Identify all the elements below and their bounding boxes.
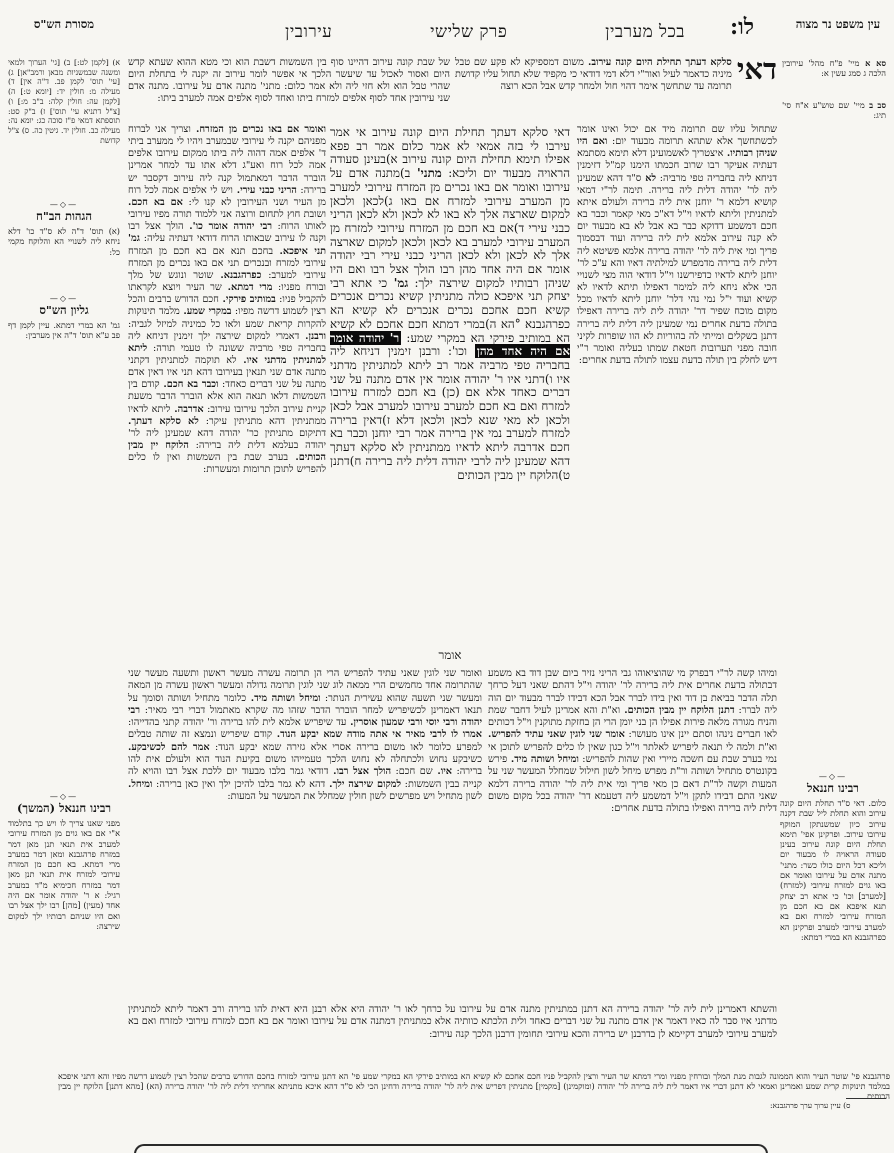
perek-number-title: פרק שלישי [430,22,508,42]
ein-mishpat-title: עין משפט נר מצוה [795,17,881,31]
bottom-page-frame [134,1144,768,1153]
perek-name-title: בכל מערבין [605,22,685,42]
bottom-span-block: והשתא דאמרינן לית ליה לר' יהודה ברירה הא דתנן במתניתין מתנה אדם על עירובו על כרחך לאו ר' יהודה היא אלא רבנן היא דאית להו ברירה ורב דאמר ליתא למתניתין מדתני איו סבר לה כאיו דאמר אין אדם מתנה על שני דברים כאחד ולית הלכתא כוותיה אלא כמתניתין דמתנה אדם על עירובו ואומר אם בא חכם למזרח עירובי למזרח ואם בא למערב עירובי למערב דקיימא לן בדרבנן יש ברירה והכא עירובי תחומין דרבנן הלכך קנה עירוב: [128,1004,777,1040]
gemara-catchword: אומר [438,648,462,662]
divider-ornament: —◇— [49,200,79,209]
rabbeinu-chananel-left-text: מפני שאנו צריך לו ויש כך בתלמוד א"י אם באו גוים מן המזרח עירובי למערב אית תנאי תנן מאן דמר במזרח פרהגבנא ומאן דמר במערב מרי דמתא. בא חכם מן המזרח עירובי למזרח אית תנאי תנן מאן דמר במזרח חכימיא מ"ד במערב רגיל: א ר' יהודה אומר אם היה אחד (מעין) [מהן] רבו ילך אצל רבו ואם היו שניהם רבותיו ילך למקום שירצה: [8,818,120,931]
daf-number: לו: [729,14,755,40]
rabbeinu-chananel-right-title: רבינו חננאל [807,781,859,795]
footnote-divider [846,1098,886,1099]
divider-ornament: —◇— [49,792,79,801]
gilyon-hashas-title: גליון הש"ס [39,303,89,317]
tosafot-column: שתחול עליו שם תרומה מיד אם יכול ואינו אומר לכשתחשך אלא שתהא תרומה מבעוד יום: ואם היו שניהן רבותיו. איצטריך לאשמועינן דלא תימא מסתמא דעתיה אעיקר רבו שרוב חכמתו הימנו קמ"ל דזימנין דניחא ליה בחבריה טפי מרביה: לא ס"ד דהא שמעינן ליה לר' יהודה דלית ליה ברירה. תימה לר"י דמאי קושיא דלמא ר' יוחנן אית ליה ברירה ולעולם איתא למתניתין וליתא לדאיו וי"ל דא"כ מאי קאמר וכבר בא חכם דמשמע דדוקא כבר בא אבל לא בא מבעוד יום לא קנה עירוב אלמא לית ליה ברירה ועוד דבסמוך פריך ומי אית ליה לר' יהודה ברירה אלמא פשיטא ליה דלית ליה ברירה מדמפרש למילתיה דאיו והא ע"כ לר' יוחנן ליתא לדאיו כדפירשנו וי"ל דודאי הוה מצי לשנויי הכי אלא ניחא ליה למימר דאפילו תיתא לדאיו לא קשיא ועוד י"ל נמי נהי דלר' יוחנן ליתא לדאיו מכל מקום מוכח שפיר דר' יהודה לית ליה ברירה דאפילו בתולה בדעת אחרים נמי שמעינן ליה דלית ליה ברירה דתנן בשקלים ומייתי לה בהוריות לא הוו שופרות לקיני חובה מפני תערובות חטאת שמתו בעליה ואומר ר"י דיש לחלק בין תולה בדעת עצמו לתולה בדעת אחרים: [577,124,777,366]
tosafot-top-strip: דאי סלקא דעתך תחילת היום קונה עירוב. משום דמספיקא לא פקע שם טבל מיניה כדאמר לעיל ואור"י דלא דמי דודאי כי מקפיד שלא תחול עליו קדושת תרומה עד שתחשך אימר דהוי חול ולמחר קדש אבל הכא רוצה [455,57,777,93]
page-title-row [285,22,685,42]
ein-mishpat-note-2: סב ב מיי' שם טוש"ע א"ח סי' תיג: [782,100,886,121]
rabbeinu-chananel-left-title: רבינו חננאל (המשך) [16,801,112,815]
masoret-title: מסורת הש"ס [33,17,95,31]
divider-ornament: —◇— [818,772,848,781]
ein-mishpat-note-1: סא א מיי' פ"ח מהל' עירובין הלכה ג סמג עשין א: [782,58,886,79]
tosafot-lower-block: ומיהו קשה לר"י דבפרק מי שהוציאוהו גבי הריני נזיר ביום שבן דוד בא משמע דבתולה בדעת אחרים אית ליה ברירה לר' יהודה וי"ל דהתם שאני דעל כרחך תלה הדבר בביאת בן דוד ואין בידו לברר אבל הכא דבידו לברר מבעוד יום הוה ליה לברר: דתנן הלוקח יין מבין הכותים. וא"ת והא אמרינן לעיל דחבר שמת והניח מגורה מלאה פירות אפילו הן בני יומן הרי הן בחזקת מתוקנין וי"ל דכותים לאו חברים נינהו וסתם יינן אינו מעושר: אומר שני לוגין שאני עתיד להפריש. וא"ת ולמה לי תנאה ליפריש לאלתר וי"ל כגון שאין לו כלים להפריש לתוכן אי נמי בערב שבת עם חשכה מיירי ואין שהות להפריש: ומיחל ושותה מיד. פירש בקונטרס מתחיל ושותה ור"ת מפרש מיחל לשון חילול שמחלל המעשר שני על המעות וקשה לר"ת דאם כן מאי פריך ומי אית ליה לר' יהודה ברירה דלמא שאני התם דבידו לתקן וי"ל דמשמע ליה דטעמא דר' יהודה בכל מקום משום דלית ליה ברירה ואפילו בתולה בדעת אחרים: [488,668,777,815]
gilyon-hashas-text: גמ' הא במרי דמתא. עיין לקמן דף פב ע"א תוס' ד"ה אין מערבין: [8,320,120,341]
rabbeinu-chananel-foot-band: פרהגבנא פי' שוטר העיר והוא הממונה לגבות מנת המלך ובורחין מפניו ומרי דמתא שר העיר ורצין להקביל פניו חכם אחכם לא קשיא הא במותיב פירקי הא במקרי שמע פי' הא דתנן עירובי למזרח בחכם הדורש ברבים שהכל רצין לשמוע דרשה מפיו והא דתני איפכא במלמד תינוקות קרית שמע ואמרינן ואמאי לא דתנן דברי איו דאמר לית ליה ברירה לר' יהודה (ומוקמינן) [מקמין] מתניתין דפריש אית ליה לר' יהודה ברירה ודחינן הכי לא ס"ד דהא איכא מתניתא אחריתי דלית ליה לר' יהודה ברירה (הא) [מהא דתנן] הלוקח יין מבין הכותים [58,1072,890,1101]
aruch-footnote: ס) עיין ערוך ערך פרהגבנא: [770,1101,851,1110]
rashi-lower-block: ואומר שני לוגין שאני עתיד להפריש הרי הן תרומה עשרה מעשר ראשון ותשעה מעשר שני שהתרומה אחד מחמשים הרי ממאה לוג שני לוגין תרומה גדולה ומעשר ראשון עשרה מן המאה ומעשר שני תשעה שהוא עשירית הנותר: ומיחל ושותה מיד. כלומר מתחיל ושותה וסומך על תנאו דאמרינן לכשיפריש למחר הוברר הדבר שזהו מה שקרא מאתמול דברי רבי מאיר: רבי יהודה ורבי יוסי ורבי שמעון אוסרין. עד שיפריש אלמא לית להו ברירה ור' יהודה קתני בהדייהו: אמרו לו לרבי מאיר אי אתה מודה שמא יבקע הנוד. קודם שיפריש ונמצא זה שותה טבלים למפרע כלומר לאו משום ברירה אסרי אלא גזירה שמא יבקע הנוד: אמר להם לכשיבקע. כשיבקע נחוש ולכתחלה לא נחוש הלכך טעמייהו משום בקיעת הנוד הוא ולעולם אית להו ברירה: איו. שם חכם: הולך אצל רבו. דודאי גמר בלבו מבעוד יום ללכת אצל רבו והויא לה קנייה בבין השמשות: למקום שירצה ילך. דהא לא גמר בלבו להיכן ילך ואין כאן ברירה: ומיחל. לשון מתחיל ויש מפרשים לשון חולין שמחלל את המעשר על המעות: [128,668,482,802]
hagahot-habach-text: (א) תוס' ד"ה לא ס"ד כו' דלא ניחא ליה לשנויי הא והלוקח מקמי כל: [8,226,120,257]
rashi-column: ואומר אם באו נכרים מן המזרח. וצריך אני לברוח מפניהם יקנה לי עירובי שבמערב ויהיו לי ממערב ביתי ד' אלפים אמה דהוה ליה ביתו ממקום עירובו אלפים אמה לכל רוח ואע"ג דלא אתו עד למחר אמרינן הוברר הדבר דמאתמול קנה ליה עירוב דקסבר יש ברירה: הריני כבני עירי. ויש לי אלפים אמה לכל רוח מן העיר ושני העירובין לא קנו לי: אם בא חכם. ושובת חוץ לתחום ורוצה אני ללמוד תורה מפיו עירובי לאותו הרוח: רבי יהודה אומר כו'. הולך אצל רבו וקנה לו עירוב שבאותו הרוח דודאי דעתיה עליה: גמ' תני איפכא. בחכם תנא אם בא חכם מן המזרח עירובי למזרח ובנכרים תני אם באו נכרים מן המזרח עירובי למערב: כפרהגבנא. שוטר ונוגש של מלך ובורח מפניו: מרי דמתא. שר העיר ויוצא לקראתו להקביל פניו: במותיב פירקי. חכם הדורש ברבים והכל רצין לשמוע דרשה מפיו: במקרי שמע. מלמד תינוקות להקרות קריאת שמע ולאו כל כמיניה למיזל לגביה: ורבנן. דאמרי למקום שירצה ילך זימנין דניחא ליה בחבריה טפי מרביה ששונה לו טעמי תורה: ליתא למתניתין מדתני איו. לא תוקמה למתניתין דקתני מתנה אדם שני תנאין בעירובו דהא תני איו דאין אדם מתנה על שני דברים כאחד: וכבר בא חכם. קודם בין השמשות דלאו תנאה הוא אלא הוברר הדבר משעת קניית עירוב הלכך עירובו עירוב: אדרבה. ליתא לדאיו ממתניתין דהא מתניתין עיקר: לא סלקא דעתך. דתיקום מתניתין כר' יהודה דהא שמעינן ליה לר' יהודה בעלמא דלית ליה ברירה: הלוקח יין מבין הכותים. בערב שבת בין השמשות ואין לו כלים להפריש לתוכן תרומות ומעשרות: [128,124,326,476]
rashi-top-strip: של שבת קונה עירוב דהיינו סוף בין השמשות דשבת הוא וכי מטא ההוא שעתא קדש היום ואסור לאכול עד שיעשר הלכך אי אפשר לומר עירוב זה יקנה לי בתחלת היום שהרי טבל הוא ולא חזי ליה ולא אמר כלום: מתני' מתנה אדם על עירובו. מתנה אדם שני עירובין אחד לסוף אלפים למזרח ביתו ואחד לסוף אלפים אמה למערב ביתו: [128,57,450,105]
divider-ornament: —◇— [49,294,79,303]
masechet-title: עירובין [285,22,333,42]
masoret-hashas-refs: א) [לקמן לט:] ב) [גי' הערוך ולמאי ומשנה שבמשניות מבאן ורמב"אן] ג) [עי' תוס' לקמן פב. ד"ה אין] ד) מעילה מ: חולין יד: [יומא ט:] ה) [לקמן עה: חולין קלה: ב"ב מ:] ו) [צ"ל דתניא עי' תוס'] ז) ב"ק סט: תוספתא דמאי פ"ז סוכה כג: יומא נה: מעילה כב. חולין יד. גיטין כה. ס) צ"ל קדושת [8,58,120,145]
rabbeinu-chananel-right-text: כלום. דאי ס"ד תחלת היום קונה עירוב והוא תחלת ליל שבת דקנה עירוב כיון שמשנתקן המוקף עירובו עירוב. ופרקינן אפי' תימא תחלת היום קונה עירוב בעינן סעודה הראויה לו מבעוד יום וליכא דכל היום כולו כשר: מתני' מתנה אדם על עירובו ואומר אם באו גוים למזרח עירובי (למזרח) [למערב] וכו' כי אתא רב יצחק תנא איפכא אם בא חכם מן המזרח עירובי למזרח ואם בא למערב עירובי למערב ופרקינן הא כפרהגבנא הא במרי דמתא: [780,798,886,942]
gemara-column: דאי סלקא דעתך תחילת היום קונה עירוב אי אמר עירבו לי בזה אמאי לא אמר כלום אמר רב פפא אפילו תימא תחילת היום קונה עירוב א)בעינן סעודה הראויה מבעוד יום וליכא: מתני' ב)מתנה אדם על עירובו ואומר אם באו נכרים מן המזרח עירובי למערב מן המערב עירובי למזרח אם באו ג)לכאן ולכאן למקום שארצה אלך לא באו לא לכאן ולא לכאן הריני כבני עירי ד)אם בא חכם מן המזרח עירובי למזרח מן המערב עירובי למערב בא לכאן ולכאן למקום שארצה אלך לא לכאן ולא לכאן הריני כבני עירי רבי יהודה אומר אם היה אחד מהן רבו הולך אצל רבו ואם היו שניהן רבותיו למקום שירצה ילך: גמ' כי אתא רבי יצחק תני איפכא כולה מתניתין קשיא נכרים אנכרים קשיא חכם אחכם נכרים אנכרים לא קשיא הא כפרהגבנא °הא ה)במרי דמתא חכם אחכם לא קשיא הא במותיב פירקי הא במקרי שמע: ר' יהודה אומר אם היה אחד מהן וכו': ורבנן זימנין דניחא ליה בחבריה טפי מרביה אמר רב ליתא למתניתין מדתני איו ו)דתני איו ר' יהודה אומר אין אדם מתנה על שני דברים כאחד אלא אם (כן) בא חכם למזרח עירובו למזרח ואם בא חכם למערב עירובו למערב אבל לכאן ולכאן לא מאי שנא לכאן ולכאן דלא ז)דאין ברירה למזרח למערב נמי אין ברירה אמר רבי יוחנן וכבר בא חכם אדרבה ליתא לדאיו ממתניתין לא סלקא דעתך דהא שמעינן ליה לרבי יהודה דלית ליה ברירה ח)דתנן ט)הלוקח יין מבין הכותים [330,126,570,482]
hagahot-habach-title: הגהות הב"ח [36,209,92,223]
